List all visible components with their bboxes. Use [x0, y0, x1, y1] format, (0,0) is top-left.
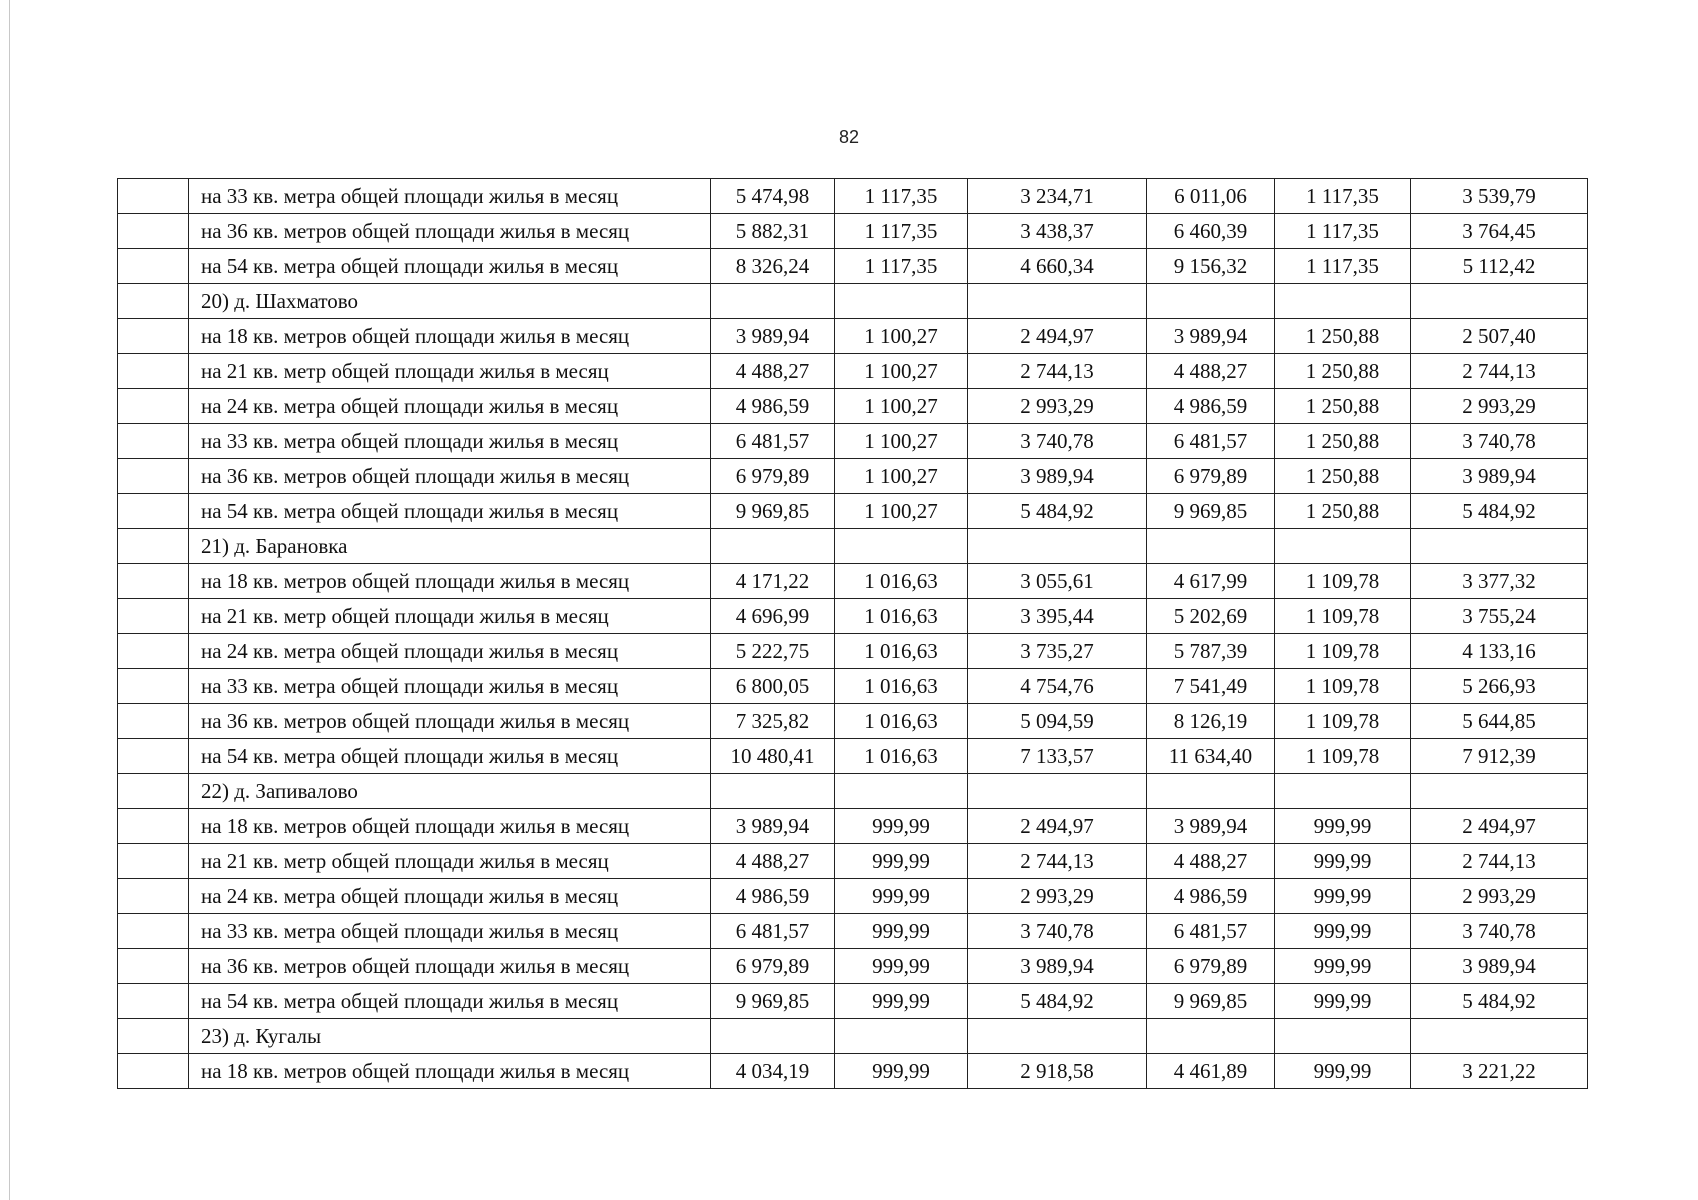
row-number-cell — [118, 774, 189, 809]
table-row — [118, 319, 1588, 354]
value-cell — [835, 529, 968, 564]
value-cell: 999,99 — [1275, 949, 1411, 984]
row-number-cell — [118, 424, 189, 459]
value-cell: 5 266,93 — [1411, 669, 1588, 704]
value-cell: 9 156,32 — [1147, 249, 1275, 284]
value-cell: 1 117,35 — [1275, 179, 1411, 214]
value-cell — [711, 774, 835, 809]
value-cell: 4 488,27 — [711, 354, 835, 389]
value-cell: 5 094,59 — [968, 704, 1147, 739]
value-cell: 1 109,78 — [1275, 669, 1411, 704]
row-number-cell — [118, 459, 189, 494]
value-cell: 2 507,40 — [1411, 319, 1588, 354]
value-cell: 7 912,39 — [1411, 739, 1588, 774]
description-cell: на 36 кв. метров общей площади жилья в месяц — [189, 214, 711, 249]
row-number-cell — [118, 1054, 189, 1089]
row-number-cell — [118, 529, 189, 564]
row-number-cell — [118, 284, 189, 319]
value-cell: 1 100,27 — [835, 459, 968, 494]
value-cell: 5 787,39 — [1147, 634, 1275, 669]
value-cell: 3 740,78 — [968, 424, 1147, 459]
value-cell: 2 918,58 — [968, 1054, 1147, 1089]
value-cell: 999,99 — [835, 914, 968, 949]
table-row — [118, 564, 1588, 599]
value-cell: 3 989,94 — [1147, 809, 1275, 844]
description-cell: на 54 кв. метра общей площади жилья в месяц — [189, 494, 711, 529]
value-cell: 4 986,59 — [711, 879, 835, 914]
row-number-cell — [118, 214, 189, 249]
value-cell — [835, 1019, 968, 1054]
row-number-cell — [118, 494, 189, 529]
table-row — [118, 529, 1588, 564]
value-cell: 1 117,35 — [835, 214, 968, 249]
value-cell: 1 100,27 — [835, 424, 968, 459]
value-cell: 3 377,32 — [1411, 564, 1588, 599]
description-cell: на 36 кв. метров общей площади жилья в месяц — [189, 459, 711, 494]
description-cell: на 36 кв. метров общей площади жилья в месяц — [189, 949, 711, 984]
value-cell: 3 764,45 — [1411, 214, 1588, 249]
table-row — [118, 634, 1588, 669]
value-cell: 1 109,78 — [1275, 599, 1411, 634]
value-cell: 1 109,78 — [1275, 704, 1411, 739]
table-row — [118, 914, 1588, 949]
value-cell: 3 221,22 — [1411, 1054, 1588, 1089]
value-cell: 4 488,27 — [711, 844, 835, 879]
value-cell: 1 016,63 — [835, 669, 968, 704]
value-cell: 1 109,78 — [1275, 564, 1411, 599]
value-cell — [1411, 1019, 1588, 1054]
table-row — [118, 599, 1588, 634]
value-cell — [1411, 774, 1588, 809]
value-cell — [968, 284, 1147, 319]
value-cell: 6 481,57 — [1147, 424, 1275, 459]
value-cell: 1 109,78 — [1275, 739, 1411, 774]
value-cell: 2 744,13 — [968, 844, 1147, 879]
value-cell: 2 993,29 — [1411, 389, 1588, 424]
value-cell — [711, 284, 835, 319]
value-cell — [1275, 774, 1411, 809]
value-cell: 1 117,35 — [1275, 214, 1411, 249]
table-row — [118, 179, 1588, 214]
value-cell: 1 250,88 — [1275, 354, 1411, 389]
description-cell: на 18 кв. метров общей площади жилья в месяц — [189, 809, 711, 844]
value-cell: 6 011,06 — [1147, 179, 1275, 214]
value-cell: 4 660,34 — [968, 249, 1147, 284]
value-cell: 3 740,78 — [968, 914, 1147, 949]
description-cell: на 33 кв. метра общей площади жилья в месяц — [189, 914, 711, 949]
value-cell: 2 744,13 — [1411, 844, 1588, 879]
page-edge-line — [9, 0, 10, 1200]
value-cell: 6 979,89 — [1147, 949, 1275, 984]
value-cell: 2 993,29 — [968, 879, 1147, 914]
row-number-cell — [118, 564, 189, 599]
description-cell: на 24 кв. метра общей площади жилья в месяц — [189, 389, 711, 424]
value-cell: 999,99 — [1275, 809, 1411, 844]
value-cell: 3 055,61 — [968, 564, 1147, 599]
value-cell — [835, 284, 968, 319]
description-cell: 20) д. Шахматово — [189, 284, 711, 319]
value-cell — [1411, 529, 1588, 564]
value-cell: 5 882,31 — [711, 214, 835, 249]
description-cell: на 33 кв. метра общей площади жилья в месяц — [189, 179, 711, 214]
table-row — [118, 844, 1588, 879]
value-cell: 1 100,27 — [835, 354, 968, 389]
value-cell — [968, 1019, 1147, 1054]
value-cell: 1 117,35 — [835, 179, 968, 214]
value-cell: 3 234,71 — [968, 179, 1147, 214]
value-cell: 2 744,13 — [1411, 354, 1588, 389]
value-cell: 3 989,94 — [1411, 459, 1588, 494]
value-cell: 1 100,27 — [835, 319, 968, 354]
row-number-cell — [118, 634, 189, 669]
table-row — [118, 1054, 1588, 1089]
value-cell: 999,99 — [835, 1054, 968, 1089]
value-cell: 3 735,27 — [968, 634, 1147, 669]
value-cell: 6 481,57 — [711, 914, 835, 949]
value-cell: 5 202,69 — [1147, 599, 1275, 634]
value-cell: 3 740,78 — [1411, 424, 1588, 459]
description-cell: 21) д. Барановка — [189, 529, 711, 564]
description-cell: на 21 кв. метр общей площади жилья в месяц — [189, 844, 711, 879]
table-row — [118, 739, 1588, 774]
value-cell: 2 494,97 — [968, 319, 1147, 354]
value-cell: 999,99 — [1275, 914, 1411, 949]
value-cell: 4 461,89 — [1147, 1054, 1275, 1089]
value-cell: 9 969,85 — [1147, 984, 1275, 1019]
value-cell: 5 484,92 — [1411, 984, 1588, 1019]
value-cell — [1275, 1019, 1411, 1054]
value-cell: 5 644,85 — [1411, 704, 1588, 739]
value-cell: 4 754,76 — [968, 669, 1147, 704]
value-cell: 999,99 — [1275, 1054, 1411, 1089]
row-number-cell — [118, 879, 189, 914]
value-cell — [835, 774, 968, 809]
value-cell: 8 326,24 — [711, 249, 835, 284]
value-cell: 6 800,05 — [711, 669, 835, 704]
value-cell: 4 986,59 — [1147, 879, 1275, 914]
value-cell — [1147, 1019, 1275, 1054]
description-cell: на 21 кв. метр общей площади жилья в месяц — [189, 354, 711, 389]
value-cell: 1 250,88 — [1275, 459, 1411, 494]
value-cell: 4 986,59 — [711, 389, 835, 424]
value-cell: 5 112,42 — [1411, 249, 1588, 284]
description-cell: на 33 кв. метра общей площади жилья в месяц — [189, 669, 711, 704]
value-cell: 3 539,79 — [1411, 179, 1588, 214]
value-cell: 9 969,85 — [711, 984, 835, 1019]
row-number-cell — [118, 739, 189, 774]
table-row — [118, 984, 1588, 1019]
value-cell — [1147, 774, 1275, 809]
table-row — [118, 879, 1588, 914]
row-number-cell — [118, 704, 189, 739]
value-cell: 7 541,49 — [1147, 669, 1275, 704]
table-row — [118, 809, 1588, 844]
description-cell: на 54 кв. метра общей площади жилья в месяц — [189, 739, 711, 774]
value-cell — [1411, 284, 1588, 319]
value-cell: 1 016,63 — [835, 634, 968, 669]
value-cell: 3 989,94 — [711, 319, 835, 354]
value-cell: 2 993,29 — [1411, 879, 1588, 914]
value-cell: 999,99 — [835, 949, 968, 984]
row-number-cell — [118, 949, 189, 984]
value-cell: 4 696,99 — [711, 599, 835, 634]
value-cell — [711, 529, 835, 564]
value-cell: 3 989,94 — [711, 809, 835, 844]
value-cell: 1 109,78 — [1275, 634, 1411, 669]
value-cell: 7 133,57 — [968, 739, 1147, 774]
value-cell: 4 617,99 — [1147, 564, 1275, 599]
page-number: 82 — [838, 127, 860, 147]
description-cell: на 18 кв. метров общей площади жилья в месяц — [189, 1054, 711, 1089]
description-cell: на 54 кв. метра общей площади жилья в месяц — [189, 984, 711, 1019]
value-cell — [1147, 529, 1275, 564]
value-cell: 11 634,40 — [1147, 739, 1275, 774]
table-row — [118, 424, 1588, 459]
value-cell: 1 117,35 — [835, 249, 968, 284]
value-cell: 1 250,88 — [1275, 319, 1411, 354]
value-cell — [711, 1019, 835, 1054]
description-cell: на 24 кв. метра общей площади жилья в месяц — [189, 634, 711, 669]
value-cell: 3 989,94 — [1147, 319, 1275, 354]
value-cell: 999,99 — [1275, 844, 1411, 879]
value-cell: 6 979,89 — [711, 949, 835, 984]
table-row — [118, 774, 1588, 809]
value-cell — [1275, 529, 1411, 564]
description-cell: на 24 кв. метра общей площади жилья в месяц — [189, 879, 711, 914]
table-row — [118, 669, 1588, 704]
table-row — [118, 459, 1588, 494]
value-cell: 4 488,27 — [1147, 844, 1275, 879]
value-cell: 5 474,98 — [711, 179, 835, 214]
value-cell: 1 250,88 — [1275, 424, 1411, 459]
value-cell: 10 480,41 — [711, 739, 835, 774]
value-cell: 3 755,24 — [1411, 599, 1588, 634]
value-cell: 3 989,94 — [1411, 949, 1588, 984]
description-cell: на 18 кв. метров общей площади жилья в месяц — [189, 564, 711, 599]
value-cell: 999,99 — [835, 879, 968, 914]
value-cell: 5 222,75 — [711, 634, 835, 669]
value-cell: 9 969,85 — [711, 494, 835, 529]
table-row — [118, 389, 1588, 424]
description-cell: на 18 кв. метров общей площади жилья в месяц — [189, 319, 711, 354]
description-cell: на 36 кв. метров общей площади жилья в месяц — [189, 704, 711, 739]
table-row — [118, 249, 1588, 284]
value-cell: 999,99 — [1275, 879, 1411, 914]
value-cell: 4 133,16 — [1411, 634, 1588, 669]
description-cell: 23) д. Кугалы — [189, 1019, 711, 1054]
value-cell: 4 171,22 — [711, 564, 835, 599]
row-number-cell — [118, 599, 189, 634]
value-cell: 2 494,97 — [968, 809, 1147, 844]
value-cell: 2 993,29 — [968, 389, 1147, 424]
value-cell: 9 969,85 — [1147, 494, 1275, 529]
value-cell: 5 484,92 — [1411, 494, 1588, 529]
value-cell: 1 100,27 — [835, 494, 968, 529]
value-cell: 8 126,19 — [1147, 704, 1275, 739]
value-cell: 1 250,88 — [1275, 389, 1411, 424]
value-cell: 4 986,59 — [1147, 389, 1275, 424]
description-cell: на 33 кв. метра общей площади жилья в месяц — [189, 424, 711, 459]
table-row — [118, 214, 1588, 249]
row-number-cell — [118, 669, 189, 704]
value-cell: 6 481,57 — [1147, 914, 1275, 949]
description-cell: на 21 кв. метр общей площади жилья в месяц — [189, 599, 711, 634]
value-cell: 3 438,37 — [968, 214, 1147, 249]
table-row — [118, 949, 1588, 984]
rates-table — [117, 178, 1588, 1089]
value-cell: 999,99 — [835, 844, 968, 879]
table-row — [118, 494, 1588, 529]
value-cell — [968, 529, 1147, 564]
value-cell: 3 989,94 — [968, 459, 1147, 494]
description-cell: 22) д. Запивалово — [189, 774, 711, 809]
value-cell: 2 744,13 — [968, 354, 1147, 389]
row-number-cell — [118, 809, 189, 844]
row-number-cell — [118, 319, 189, 354]
row-number-cell — [118, 249, 189, 284]
value-cell: 999,99 — [1275, 984, 1411, 1019]
value-cell: 6 979,89 — [1147, 459, 1275, 494]
value-cell: 4 488,27 — [1147, 354, 1275, 389]
row-number-cell — [118, 844, 189, 879]
table-row — [118, 284, 1588, 319]
value-cell: 5 484,92 — [968, 494, 1147, 529]
value-cell: 1 016,63 — [835, 739, 968, 774]
table-row — [118, 354, 1588, 389]
row-number-cell — [118, 984, 189, 1019]
row-number-cell — [118, 914, 189, 949]
row-number-cell — [118, 354, 189, 389]
value-cell — [968, 774, 1147, 809]
value-cell: 7 325,82 — [711, 704, 835, 739]
value-cell: 3 989,94 — [968, 949, 1147, 984]
value-cell: 1 016,63 — [835, 564, 968, 599]
value-cell: 6 481,57 — [711, 424, 835, 459]
value-cell: 6 979,89 — [711, 459, 835, 494]
value-cell: 5 484,92 — [968, 984, 1147, 1019]
rates-table-body — [118, 179, 1588, 1089]
value-cell: 999,99 — [835, 809, 968, 844]
value-cell: 2 494,97 — [1411, 809, 1588, 844]
table-row — [118, 1019, 1588, 1054]
row-number-cell — [118, 179, 189, 214]
value-cell: 4 034,19 — [711, 1054, 835, 1089]
value-cell: 6 460,39 — [1147, 214, 1275, 249]
value-cell — [1275, 284, 1411, 319]
value-cell: 1 016,63 — [835, 704, 968, 739]
value-cell: 1 117,35 — [1275, 249, 1411, 284]
value-cell: 1 016,63 — [835, 599, 968, 634]
value-cell — [1147, 284, 1275, 319]
value-cell: 3 395,44 — [968, 599, 1147, 634]
value-cell: 1 100,27 — [835, 389, 968, 424]
row-number-cell — [118, 1019, 189, 1054]
description-cell: на 54 кв. метра общей площади жилья в месяц — [189, 249, 711, 284]
value-cell: 3 740,78 — [1411, 914, 1588, 949]
row-number-cell — [118, 389, 189, 424]
table-row — [118, 704, 1588, 739]
value-cell: 1 250,88 — [1275, 494, 1411, 529]
value-cell: 999,99 — [835, 984, 968, 1019]
